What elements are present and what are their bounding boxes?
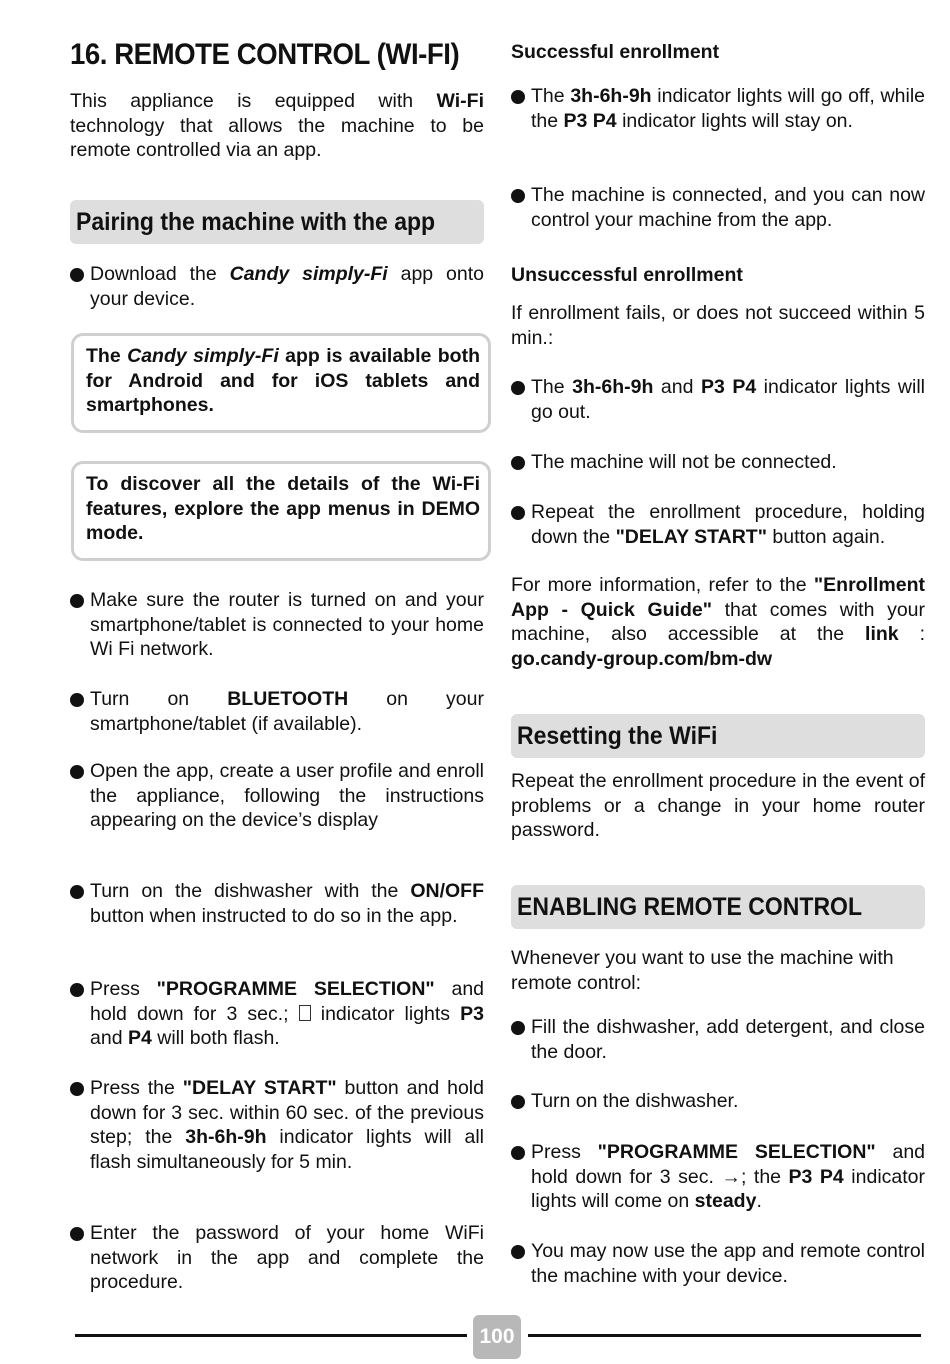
bluetooth-bullet: Turn on BLUETOOTH on your smartphone/tablet (if available).	[70, 687, 484, 736]
missing-glyph-icon	[299, 1005, 311, 1021]
bullet-icon	[70, 268, 84, 282]
note-availability: The Candy simply-Fi app is available both for Android and for iOS tablets and smartphones.	[71, 333, 491, 433]
support-link[interactable]: go.candy-group.com/bm-dw	[511, 647, 773, 670]
bullet-icon	[70, 983, 84, 997]
bullet-icon	[511, 1245, 525, 1259]
intro-paragraph: This appliance is equipped with Wi-Fi technology that allows the machine to be remote controlled via an app.	[70, 90, 484, 161]
open-app-bullet: Open the app, create a user profile and enroll the appliance, following the instructions appearing on the device’s display	[70, 759, 484, 833]
bullet-icon	[511, 189, 525, 203]
footer-rule-right	[528, 1334, 921, 1337]
bullet-icon	[511, 1095, 525, 1109]
enable-bullet-3: Press "PROGRAMME SELECTION" and hold down for 3 sec. →; the P3 P4 indicator lights will come on steady.	[511, 1140, 925, 1214]
bullet-icon	[70, 765, 84, 779]
bullet-icon	[511, 1021, 525, 1035]
enable-heading: ENABLING REMOTE CONTROL	[511, 885, 925, 929]
arrow-right-icon: →	[721, 1165, 741, 1188]
bullet-icon	[70, 1227, 84, 1241]
page-title: 16. REMOTE CONTROL (WI-FI)	[70, 38, 460, 71]
bullet-icon	[511, 1146, 525, 1160]
unsuccess-bullet-3: Repeat the enrollment procedure, holding down the "DELAY START" button again.	[511, 500, 925, 549]
enable-bullet-2: Turn on the dishwasher.	[511, 1089, 925, 1114]
unsuccess-bullet-2: The machine will not be connected.	[511, 450, 925, 475]
page-number: 100	[473, 1315, 521, 1359]
bullet-icon	[511, 456, 525, 470]
success-heading: Successful enrollment	[511, 41, 720, 63]
unsuccess-bullet-1: The 3h-6h-9h and P3 P4 indicator lights will go out.	[511, 375, 925, 424]
download-bullet: Download the Candy simply-Fi app onto your device.	[70, 262, 484, 311]
press-delay-bullet: Press the "DELAY START" button and hold down for 3 sec. within 60 sec. of the previous step; the 3h-6h-9h indicator lights will all flash simultaneously for 5 min.	[70, 1076, 484, 1174]
bullet-icon	[70, 693, 84, 707]
enable-intro: Whenever you want to use the machine with remote control:	[511, 947, 894, 994]
press-programme-bullet: Press "PROGRAMME SELECTION" and hold down for 3 sec.; indicator lights P3 and P4 will both flash.	[70, 977, 484, 1051]
more-info-paragraph: For more information, refer to the "Enrollment App - Quick Guide" that comes with your machine, also accessible at the link : go.candy-group.com/bm-dw	[511, 574, 925, 670]
reset-heading: Resetting the WiFi	[511, 714, 925, 758]
reset-paragraph: Repeat the enrollment procedure in the event of problems or a change in your home router password.	[511, 770, 925, 841]
success-bullet-2: The machine is connected, and you can now control your machine from the app.	[511, 183, 925, 232]
note-demo-mode: To discover all the details of the Wi-Fi features, explore the app menus in DEMO mode.	[71, 461, 491, 561]
password-bullet: Enter the password of your home WiFi network in the app and complete the procedure.	[70, 1221, 484, 1295]
router-bullet: Make sure the router is turned on and your smartphone/tablet is connected to your home Wi Fi network.	[70, 588, 484, 662]
unsuccess-intro: If enrollment fails, or does not succeed within 5 min.:	[511, 302, 925, 349]
bullet-icon	[511, 90, 525, 104]
enable-bullet-4: You may now use the app and remote control the machine with your device.	[511, 1239, 925, 1288]
bullet-icon	[70, 594, 84, 608]
bullet-icon	[511, 381, 525, 395]
success-bullet-1: The 3h-6h-9h indicator lights will go off, while the P3 P4 indicator lights will stay on.	[511, 84, 925, 133]
bullet-icon	[511, 506, 525, 520]
bullet-icon	[70, 885, 84, 899]
bullet-icon	[70, 1082, 84, 1096]
turn-on-bullet: Turn on the dishwasher with the ON/OFF button when instructed to do so in the app.	[70, 879, 484, 928]
footer-rule-left	[75, 1334, 467, 1337]
pairing-heading: Pairing the machine with the app	[70, 200, 484, 244]
enable-bullet-1: Fill the dishwasher, add detergent, and close the door.	[511, 1015, 925, 1064]
unsuccess-heading: Unsuccessful enrollment	[511, 264, 743, 286]
